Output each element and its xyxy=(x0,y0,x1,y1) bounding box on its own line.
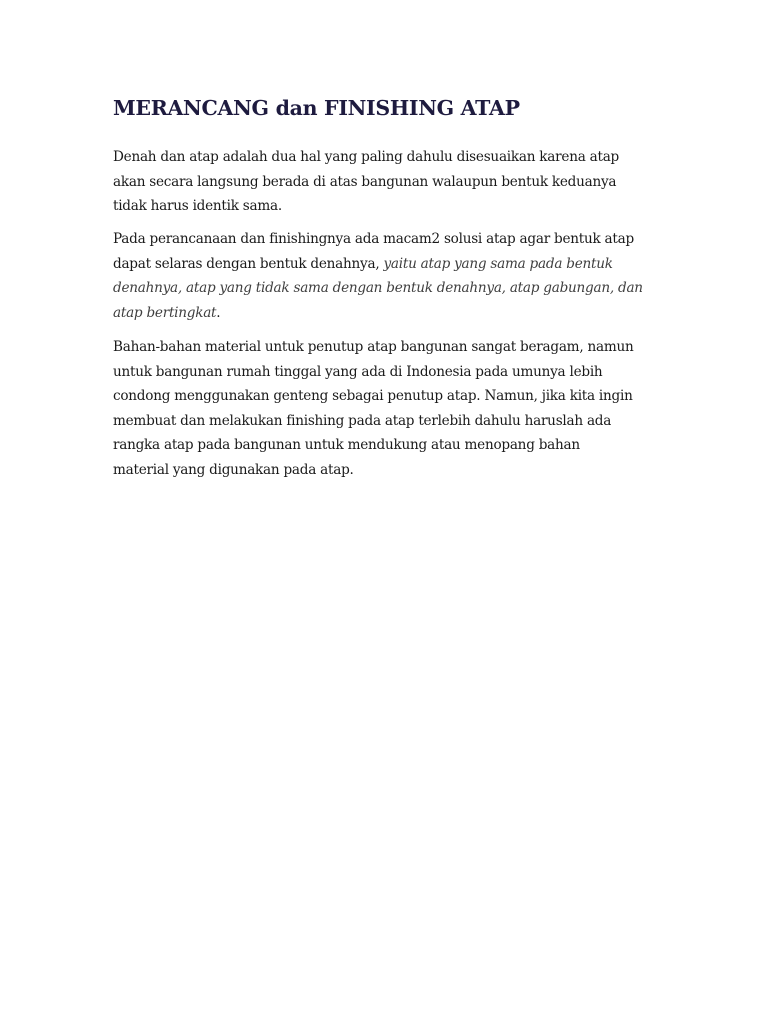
paragraph-3 xyxy=(113,335,673,482)
paragraph-2-italic-line: denahnya, atap yang tidak sama dengan bentuk denahnya, atap gabungan, dan xyxy=(113,280,643,296)
paragraph-3-line: material yang digunakan pada atap. xyxy=(113,461,354,478)
paragraph-2-italic-text: yaitu atap yang sama pada bentuk xyxy=(383,255,613,272)
paragraph-1-line: Denah dan atap adalah dua hal yang paling dahulu disesuaikan karena atap xyxy=(113,149,619,165)
paragraph-1 xyxy=(113,145,673,219)
paragraph-2 xyxy=(113,227,673,325)
paragraph-2-italic-text: atap bertingkat xyxy=(113,304,217,321)
paragraph-2-line: Pada perancanaan dan finishingnya ada macam2 solusi atap agar bentuk atap xyxy=(113,231,634,247)
paragraph-1-line: tidak harus identik sama. xyxy=(113,198,282,214)
paragraph-3-line: Bahan-bahan material untuk penutup atap bangunan sangat beragam, namun xyxy=(113,339,634,355)
paragraph-2-period: . xyxy=(216,304,221,321)
paragraph-3-line: untuk bangunan rumah tinggal yang ada di Indonesia pada umunya lebih xyxy=(113,363,603,380)
paragraph-3-line: membuat dan melakukan finishing pada atap terlebih dahulu haruslah ada xyxy=(113,412,612,429)
document-title: MERANCANG dan FINISHING ATAP xyxy=(113,96,520,120)
paragraph-2-plain-text: dapat selaras dengan bentuk denahnya, xyxy=(113,255,384,272)
paragraph-3-line: condong menggunakan genteng sebagai penutup atap. Namun, jika kita ingin xyxy=(113,388,633,404)
paragraph-1-line: akan secara langsung berada di atas bangunan walaupun bentuk keduanya xyxy=(113,173,617,190)
paragraph-2-line xyxy=(113,252,673,277)
paragraph-2-line xyxy=(113,301,673,326)
paragraph-3-line: rangka atap pada bangunan untuk mendukung atau menopang bahan xyxy=(113,437,580,453)
